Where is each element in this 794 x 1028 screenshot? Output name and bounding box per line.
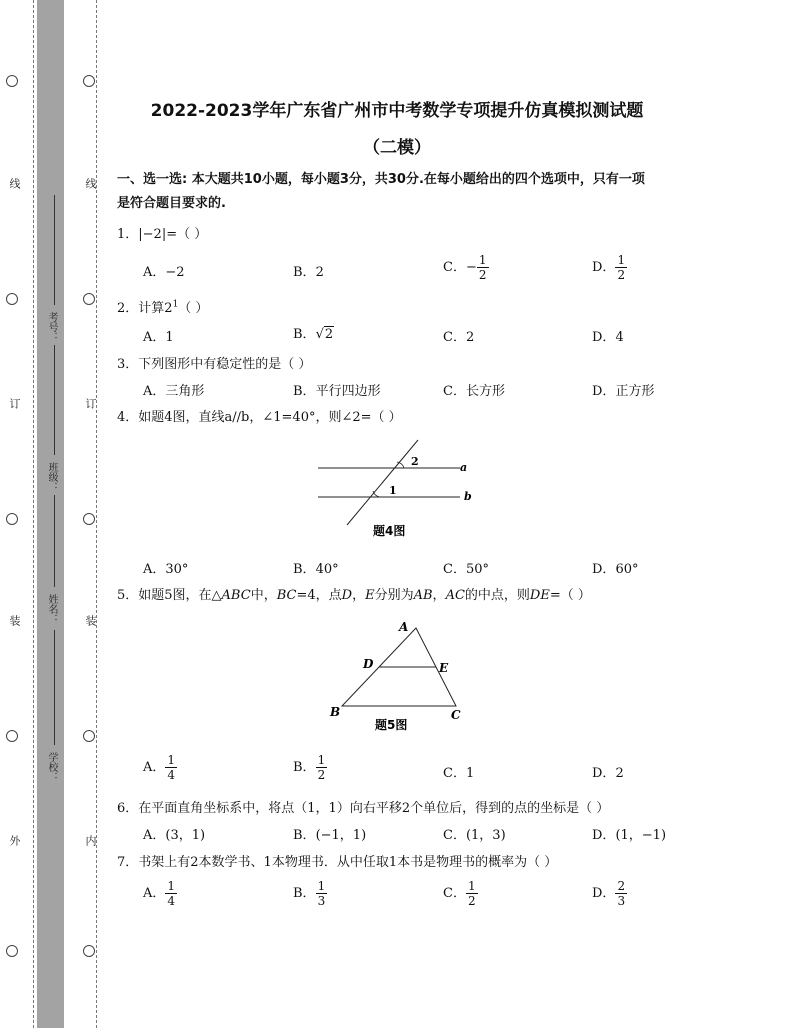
hole-icon	[6, 75, 18, 87]
outer-char: 线	[8, 178, 21, 189]
hole-icon	[83, 945, 95, 957]
field-label-school: 学校：	[46, 752, 57, 782]
figure-q4	[310, 435, 480, 545]
q7-option-d[interactable]: D． $\frac{2}{3}$	[592, 879, 626, 908]
fraction: $\frac{1}{2}$	[467, 879, 476, 908]
label-2: 2	[411, 455, 419, 468]
inner-char: 装	[84, 615, 97, 626]
section-line: 一、选一选: 本大题共10小题，每小题3分，共30分.在每小题给出的四个选项中，只有一项	[117, 172, 645, 187]
q3-option-a[interactable]: A．三角形	[143, 384, 205, 399]
q1-option-b[interactable]: B．2	[293, 265, 324, 280]
inner-char: 内	[84, 835, 97, 846]
fraction: $\frac{1}{3}$	[317, 879, 326, 908]
q3-option-b[interactable]: B．平行四边形	[293, 384, 381, 399]
q3-option-c[interactable]: C．长方形	[443, 384, 505, 399]
outer-char: 外	[8, 835, 21, 846]
q1-option-d[interactable]: D． $\frac{1}{2}$	[592, 253, 626, 282]
q5-option-b[interactable]: B． $\frac{1}{2}$	[293, 753, 326, 782]
label-a: a	[460, 461, 468, 474]
section-header	[117, 168, 717, 216]
hole-icon	[6, 293, 18, 305]
figure-caption: 题4图	[373, 524, 406, 538]
field-line	[54, 345, 55, 455]
field-label-class: 班级：	[46, 462, 57, 492]
outer-char: 装	[8, 615, 21, 626]
outer-char: 订	[8, 398, 21, 409]
hole-icon	[83, 730, 95, 742]
hole-icon	[6, 730, 18, 742]
hole-icon	[83, 293, 95, 305]
q6-option-a[interactable]: A．(3，1)	[143, 828, 206, 843]
fraction: $\frac{1}{2}$	[317, 753, 326, 782]
label-b: b	[464, 490, 472, 503]
hole-icon	[6, 945, 18, 957]
question-5-stem: 5．如题5图，在△ABC中，BC=4，点D，E分别为AB，AC的中点，则DE=（ ）	[117, 588, 591, 603]
label-A: A	[399, 620, 409, 634]
inner-char: 线	[84, 178, 97, 189]
figure-caption: 题5图	[375, 718, 408, 732]
figure-q5	[320, 616, 480, 738]
q6-option-b[interactable]: B．(−1，1)	[293, 828, 367, 843]
question-2-stem: 2．计算$2^1$（ ）	[117, 299, 209, 316]
angle-2-arc	[397, 462, 404, 468]
q2-option-a[interactable]: A．1	[143, 330, 174, 345]
q5-option-d[interactable]: D．2	[592, 766, 624, 781]
q6-option-d[interactable]: D．(1，−1)	[592, 828, 667, 843]
hole-icon	[6, 513, 18, 525]
question-1-stem: 1．|−2|=（ ）	[117, 227, 208, 242]
sqrt-expression: √2	[315, 327, 334, 342]
q6-option-c[interactable]: C．(1，3)	[443, 828, 506, 843]
field-label-exam-number: 考号：	[46, 312, 57, 342]
label-E: E	[439, 661, 449, 675]
field-line	[54, 630, 55, 745]
q2-option-c[interactable]: C．2	[443, 330, 475, 345]
label-C: C	[451, 708, 461, 722]
field-line	[54, 495, 55, 587]
q1-option-a[interactable]: A．−2	[143, 265, 185, 280]
fraction: $\frac{2}{3}$	[617, 879, 626, 908]
fraction: $\frac{1}{4}$	[167, 879, 176, 908]
label-1: 1	[389, 484, 397, 497]
page-title: 2022-2023学年广东省广州市中考数学专项提升仿真模拟测试题	[150, 101, 644, 121]
q5-option-a[interactable]: A． $\frac{1}{4}$	[143, 753, 176, 782]
hole-icon	[83, 513, 95, 525]
q3-option-d[interactable]: D．正方形	[592, 384, 655, 399]
fraction: $\frac{1}{4}$	[167, 753, 176, 782]
page-subtitle: （二模）	[363, 138, 431, 158]
fraction: $\frac{1}{2}$	[478, 253, 487, 282]
q7-option-b[interactable]: B． $\frac{1}{3}$	[293, 879, 326, 908]
q4-option-d[interactable]: D．60°	[592, 562, 639, 577]
question-7-stem: 7．书架上有2本数学书、1本物理书．从中任取1本书是物理书的概率为（ ）	[117, 855, 558, 870]
label-B: B	[330, 705, 341, 719]
q1-option-c[interactable]: C．− $\frac{1}{2}$	[443, 253, 487, 282]
q4-option-a[interactable]: A．30°	[143, 562, 189, 577]
field-line	[54, 195, 55, 305]
q7-option-c[interactable]: C． $\frac{1}{2}$	[443, 879, 476, 908]
inner-char: 订	[84, 398, 97, 409]
question-4-stem: 4．如题4图，直线a//b，∠1=40°，则∠2=（ ）	[117, 410, 402, 425]
hole-icon	[83, 75, 95, 87]
q2-option-b[interactable]: B．√2	[293, 327, 334, 342]
field-label-name: 姓名：	[46, 594, 57, 624]
label-D: D	[363, 657, 374, 671]
q4-option-b[interactable]: B．40°	[293, 562, 339, 577]
transversal	[347, 440, 418, 525]
q2-option-d[interactable]: D．4	[592, 330, 624, 345]
question-6-stem: 6．在平面直角坐标系中，将点（1，1）向右平移2个单位后，得到的点的坐标是（ ）	[117, 801, 610, 816]
q7-option-a[interactable]: A． $\frac{1}{4}$	[143, 879, 176, 908]
fraction: $\frac{1}{2}$	[617, 253, 626, 282]
q5-option-c[interactable]: C．1	[443, 766, 475, 781]
question-3-stem: 3．下列图形中有稳定性的是（ ）	[117, 357, 312, 372]
section-line: 是符合题目要求的.	[117, 196, 226, 211]
q4-option-c[interactable]: C．50°	[443, 562, 489, 577]
